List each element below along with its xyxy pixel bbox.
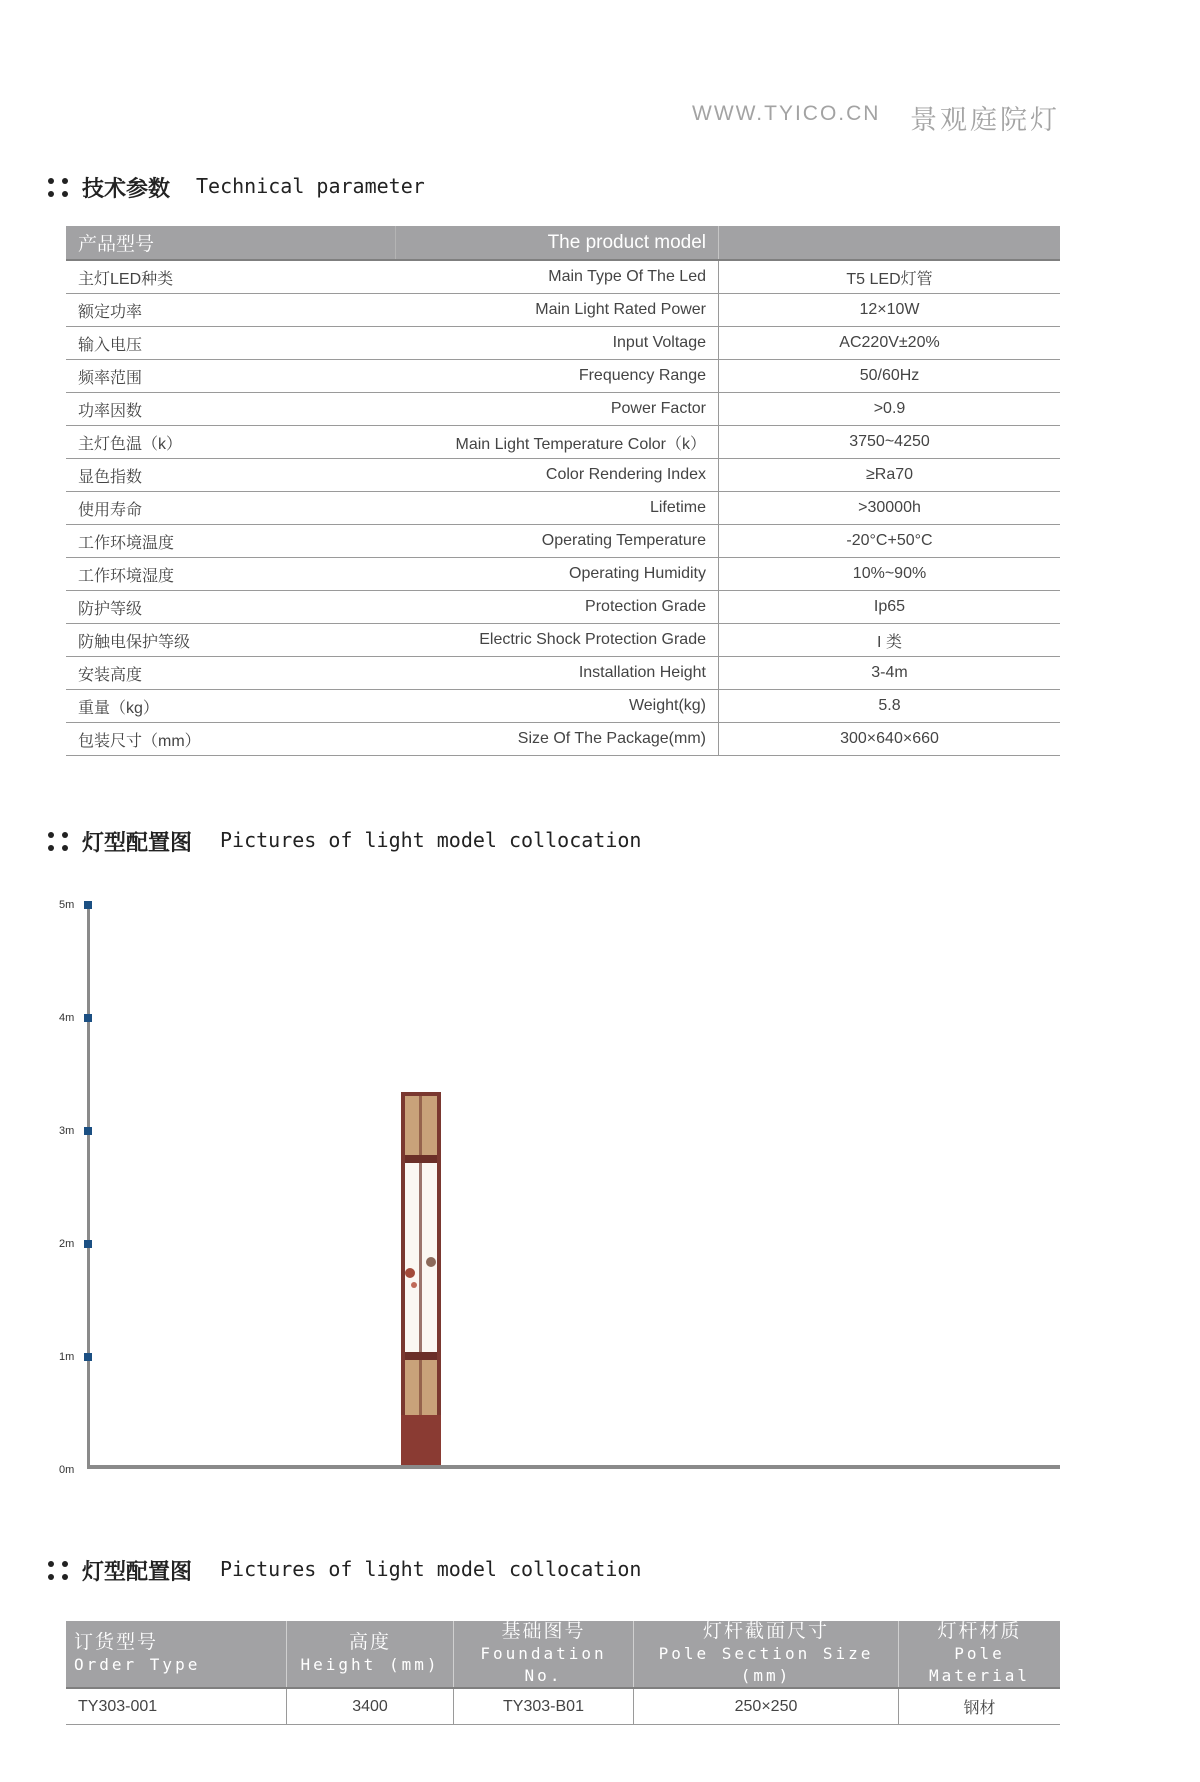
technical-parameter-table [66,226,1060,756]
column-header: 灯杆截面尺寸 Pole Section Size (mm) [634,1621,899,1688]
light-pole-illustration [401,1092,441,1465]
param-value: 5.8 [719,690,1061,723]
axis-tick [84,1127,92,1135]
param-zh: 额定功率 [66,294,396,327]
axis-label: 4m [59,1012,75,1024]
param-en: Main Light Temperature Color（k） [396,426,719,459]
param-en: Input Voltage [396,327,719,360]
height-scale-svg [0,880,1200,1500]
param-en: Weight(kg) [396,690,719,723]
table-row [66,393,1060,426]
header-en: The product model [396,226,719,260]
column-header: 基础图号 Foundation No. [454,1621,634,1688]
section-size-cell: 250×250 [634,1688,899,1725]
material-cell: 钢材 [899,1688,1061,1725]
site-url: WWW.TYICO.CN [692,102,881,125]
param-en: Electric Shock Protection Grade [396,624,719,657]
param-zh: 安装高度 [66,657,396,690]
order-type-cell: TY303-001 [66,1688,287,1725]
column-header: 高度 Height (mm) [287,1621,454,1688]
table-row [66,591,1060,624]
table-row [66,690,1060,723]
column-header: 灯杆材质 Pole Material [899,1621,1061,1688]
table-row [66,558,1060,591]
table-row [66,657,1060,690]
column-header: 订货型号 Order Type [66,1621,287,1688]
header-zh: 产品型号 [66,226,396,260]
param-zh: 工作环境湿度 [66,558,396,591]
table-row [66,260,1060,294]
param-value: ≥Ra70 [719,459,1061,492]
param-en: Size Of The Package(mm) [396,723,719,756]
section-title-en: Pictures of light model collocation [220,828,642,852]
param-zh: 使用寿命 [66,492,396,525]
section-title-zh: 灯型配置图 [82,1560,193,1585]
axis-label: 2m [59,1238,75,1250]
param-zh: 输入电压 [66,327,396,360]
vertical-axis [87,905,90,1468]
table-row [66,624,1060,657]
bullet-dots-icon [48,178,72,200]
param-zh: 主灯色温（k） [66,426,396,459]
param-en: Operating Humidity [396,558,719,591]
param-value: >30000h [719,492,1061,525]
param-value: T5 LED灯管 [719,260,1061,294]
table-row [66,1688,1060,1725]
param-zh: 防触电保护等级 [66,624,396,657]
table-row [66,492,1060,525]
param-value: 3-4m [719,657,1061,690]
section-title-en: Technical parameter [196,174,425,198]
table-row [66,426,1060,459]
axis-label: 3m [59,1125,75,1137]
section-title-en: Pictures of light model collocation [220,1557,642,1581]
foundation-cell: TY303-B01 [454,1688,634,1725]
param-zh: 工作环境温度 [66,525,396,558]
param-en: Main Light Rated Power [396,294,719,327]
param-value: 50/60Hz [719,360,1061,393]
header-val [719,226,1061,260]
param-en: Lifetime [396,492,719,525]
param-en: Frequency Range [396,360,719,393]
section-title-zh: 技术参数 [82,177,171,202]
table-row [66,459,1060,492]
param-en: Color Rendering Index [396,459,719,492]
param-value: AC220V±20% [719,327,1061,360]
param-value: 12×10W [719,294,1061,327]
param-en: Installation Height [396,657,719,690]
param-value: I 类 [719,624,1061,657]
site-header [0,96,1200,136]
table-row [66,360,1060,393]
axis-label: 1m [59,1351,75,1363]
param-value: >0.9 [719,393,1061,426]
bullet-dots-icon [48,1561,72,1583]
height-cell: 3400 [287,1688,454,1725]
param-en: Operating Temperature [396,525,719,558]
param-value: 3750~4250 [719,426,1061,459]
param-zh: 主灯LED种类 [66,260,396,294]
param-zh: 频率范围 [66,360,396,393]
param-value: -20°C+50°C [719,525,1061,558]
site-category: 景观庭院灯 [910,105,1060,136]
param-zh: 显色指数 [66,459,396,492]
axis-tick [84,1353,92,1361]
axis-tick [84,1014,92,1022]
table-header-row [66,1621,1060,1688]
axis-label: 5m [59,899,75,911]
table-header-row [66,226,1060,260]
param-en: Main Type Of The Led [396,260,719,294]
param-value: 300×640×660 [719,723,1061,756]
axis-label: 0m [59,1464,75,1476]
param-zh: 功率因数 [66,393,396,426]
table-row [66,327,1060,360]
param-zh: 重量（kg） [66,690,396,723]
table-row [66,525,1060,558]
param-value: 10%~90% [719,558,1061,591]
axis-tick [84,1240,92,1248]
param-zh: 防护等级 [66,591,396,624]
param-en: Power Factor [396,393,719,426]
ground-line [87,1465,1060,1469]
order-table [66,1621,1060,1725]
table-row [66,294,1060,327]
param-zh: 包装尺寸（mm） [66,723,396,756]
bullet-dots-icon [48,832,72,854]
section-title-zh: 灯型配置图 [82,831,193,856]
axis-tick [84,901,92,909]
table-row [66,723,1060,756]
param-value: Ip65 [719,591,1061,624]
height-scale-figure [0,880,1200,1500]
param-en: Protection Grade [396,591,719,624]
